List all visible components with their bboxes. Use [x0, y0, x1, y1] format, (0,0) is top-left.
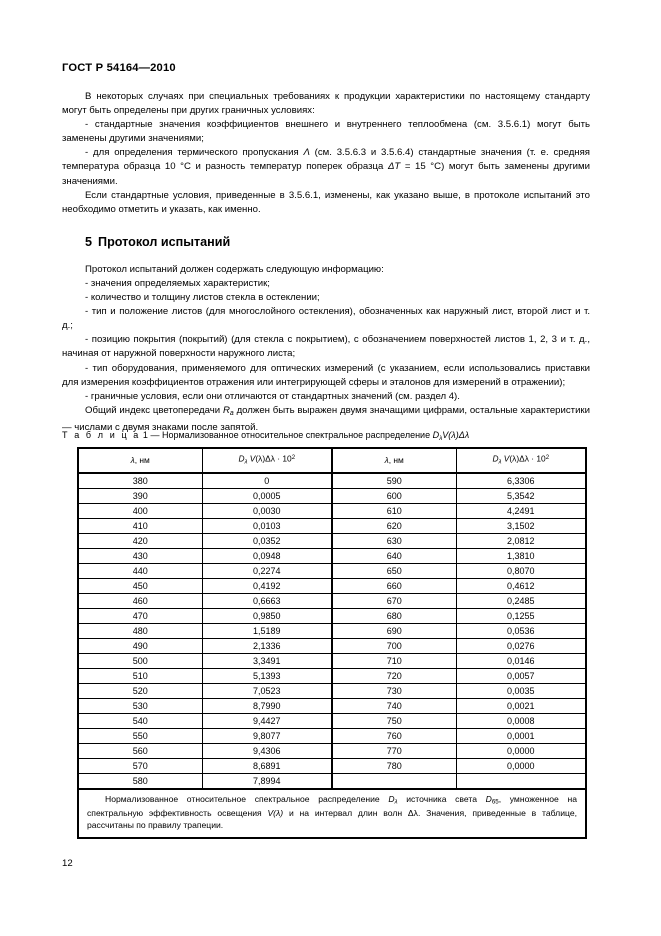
bullet-pane-count: - количество и толщину листов стекла в остеклении; [85, 292, 320, 304]
delta-t-symbol: ΔT [387, 161, 401, 173]
table-cell-r2-c2: 610 [332, 504, 456, 519]
note-d65-sub: 65 [491, 798, 499, 806]
table-row [78, 473, 586, 489]
table-cell-r8-c0: 460 [78, 594, 202, 609]
bullet-thermal-transmittance [62, 146, 590, 188]
table-row [78, 519, 586, 534]
table-caption-formula-d: D [432, 430, 440, 440]
table-cell-r19-c3: 0,0000 [456, 759, 586, 774]
table-cell-r11-c0: 490 [78, 639, 202, 654]
table-cell-r12-c2: 710 [332, 654, 456, 669]
table-cell-r4-c3: 2,0812 [456, 534, 586, 549]
table-cell-r16-c1: 9,4427 [202, 714, 332, 729]
table-cell-r8-c3: 0,2485 [456, 594, 586, 609]
table-row [78, 639, 586, 654]
paragraph-intro: В некоторых случаях при специальных требованиях к продукции характеристики по настоящему стандарту могут быть определены при других граничных условиях: [62, 91, 590, 117]
table-cell-r5-c1: 0,0948 [202, 549, 332, 564]
table-row [78, 489, 586, 504]
note-dl: Δλ [407, 808, 418, 819]
table-row [78, 624, 586, 639]
bullet-heat-transfer: - стандартные значения коэффициентов внешнего и внутреннего теплообмена (см. 3.5.6.1) могут быть заменены другими значениями; [62, 119, 590, 145]
table-cell-r0-c2: 590 [332, 473, 456, 489]
header-value-right: $D_\lambda$ $V(\lambda)\Delta\lambda \cdot 10^2$ [456, 448, 586, 473]
table-cell-r6-c2: 650 [332, 564, 456, 579]
table-cell-r20-c0: 580 [78, 774, 202, 790]
paragraph-report-intro: Протокол испытаний должен содержать следующую информацию: [85, 263, 384, 275]
section-heading-5 [62, 217, 590, 263]
table-cell-r4-c1: 0,0352 [202, 534, 332, 549]
ra-subscript: a [229, 409, 234, 417]
table-row [78, 699, 586, 714]
table-cell-r20-c3 [456, 774, 586, 790]
table-row [78, 774, 586, 790]
table-row [78, 579, 586, 594]
table-row [78, 654, 586, 669]
table-note-cell [78, 789, 586, 838]
table-cell-r3-c2: 620 [332, 519, 456, 534]
table-cell-r1-c2: 600 [332, 489, 456, 504]
table-cell-r13-c3: 0,0057 [456, 669, 586, 684]
table-cell-r15-c1: 8,7990 [202, 699, 332, 714]
table-row [78, 594, 586, 609]
table-cell-r10-c1: 1,5189 [202, 624, 332, 639]
table-cell-r20-c1: 7,8994 [202, 774, 332, 790]
table-foot [78, 789, 586, 838]
table-cell-r2-c0: 400 [78, 504, 202, 519]
table-cell-r19-c0: 570 [78, 759, 202, 774]
table-cell-r8-c2: 670 [332, 594, 456, 609]
table-row [78, 759, 586, 774]
table-row [78, 729, 586, 744]
table-caption-label: Т а б л и ц а [62, 430, 141, 440]
table-cell-r5-c2: 640 [332, 549, 456, 564]
table-cell-r8-c1: 0,6663 [202, 594, 332, 609]
note-d-sub: λ [394, 798, 398, 806]
table-cell-r10-c2: 690 [332, 624, 456, 639]
table-cell-r1-c1: 0,0005 [202, 489, 332, 504]
table-cell-r19-c1: 8,6891 [202, 759, 332, 774]
table-cell-r13-c2: 720 [332, 669, 456, 684]
table-cell-r11-c2: 700 [332, 639, 456, 654]
note-b: источника света [397, 794, 486, 804]
table-cell-r6-c0: 440 [78, 564, 202, 579]
bullet-thermal-a: - для определения термического пропускания [85, 147, 304, 159]
table-cell-r18-c2: 770 [332, 744, 456, 759]
table-row [78, 549, 586, 564]
table-row [78, 564, 586, 579]
table-body [78, 473, 586, 789]
table-cell-r4-c0: 420 [78, 534, 202, 549]
table-row [78, 609, 586, 624]
document-body [62, 90, 590, 435]
table-cell-r10-c0: 480 [78, 624, 202, 639]
paragraph-standard-conditions: Если стандартные условия, приведенные в 3.5.6.1, изменены, как указано выше, в протоколе испытаний это необходимо отметить и указать, как именно. [62, 189, 590, 215]
table-cell-r14-c3: 0,0035 [456, 684, 586, 699]
table-note-row [78, 789, 586, 838]
note-d-text: и на интервал длин волн [283, 808, 408, 819]
table-cell-r16-c2: 750 [332, 714, 456, 729]
table-cell-r5-c3: 1,3810 [456, 549, 586, 564]
table-cell-r18-c1: 9,4306 [202, 744, 332, 759]
section-number: 5 [85, 234, 93, 249]
table-cell-r18-c3: 0,0000 [456, 744, 586, 759]
table-head [78, 448, 586, 473]
note-d65: D [485, 794, 492, 804]
table-cell-r2-c1: 0,0030 [202, 504, 332, 519]
colour-index-b: должен быть выражен двумя значащими цифрами, остальные характеристики — числами с двумя знаками после запятой. [62, 404, 590, 433]
bullet-equipment-type: - тип оборудования, применяемого для оптических измерений (с указанием, если использовались приставки для измерения коэффициентов отражения или интегрирующей сферы и эталонов для измерений в отражении); [62, 362, 590, 388]
header-wavelength-right: λ, нм [332, 448, 456, 473]
table-cell-r17-c2: 760 [332, 729, 456, 744]
table-cell-r16-c0: 540 [78, 714, 202, 729]
table-cell-r13-c1: 5,1393 [202, 669, 332, 684]
table-cell-r14-c1: 7,0523 [202, 684, 332, 699]
table-cell-r2-c3: 4,2491 [456, 504, 586, 519]
bullet-characteristics: - значения определяемых характеристик; [85, 277, 270, 289]
table-row [78, 744, 586, 759]
table-cell-r6-c1: 0,2274 [202, 564, 332, 579]
table-cell-r5-c0: 430 [78, 549, 202, 564]
table-cell-r11-c3: 0,0276 [456, 639, 586, 654]
table-cell-r7-c0: 450 [78, 579, 202, 594]
table-caption-number: 1 [142, 430, 148, 440]
bullet-pane-type: - тип и положение листов (для многослойного остекления), обозначенных как наружный лист, второй лист и т. д.; [62, 306, 590, 332]
table-cell-r3-c1: 0,0103 [202, 519, 332, 534]
note-c: , умноженное на спектральную эффективность освещения [87, 794, 577, 819]
table-cell-r0-c3: 6,3306 [456, 473, 586, 489]
table-cell-r7-c3: 0,4612 [456, 579, 586, 594]
table-cell-r0-c0: 380 [78, 473, 202, 489]
table-header-row [78, 448, 586, 473]
table-cell-r3-c3: 3,1502 [456, 519, 586, 534]
table-cell-r7-c2: 660 [332, 579, 456, 594]
page-number: 12 [62, 858, 73, 869]
table-cell-r20-c2 [332, 774, 456, 790]
header-value-left: $D_\lambda$ $V(\lambda)\Delta\lambda \cdot 10^2$ [202, 448, 332, 473]
table-cell-r11-c1: 2,1336 [202, 639, 332, 654]
colour-index-a: Общий индекс цветопередачи [85, 404, 223, 416]
table-row [78, 534, 586, 549]
bullet-thermal-b: (см. 3.5.6.3 и 3.5.6.4) стандартные значения (т. е. средняя температура образца 10 °С и разность температур поперек образца [62, 147, 590, 173]
table-cell-r12-c0: 500 [78, 654, 202, 669]
table-row [78, 504, 586, 519]
bullet-thermal-c: = 15 °С) могут быть заменены другими значениями. [62, 161, 590, 187]
table-row [78, 669, 586, 684]
table-caption [62, 429, 469, 445]
table-cell-r1-c0: 390 [78, 489, 202, 504]
bullet-boundary-conditions: - граничные условия, если они отличаются от стандартных значений (см. раздел 4). [85, 390, 460, 402]
header-wavelength-left: λ, нм [78, 448, 202, 473]
table-cell-r9-c1: 0,9850 [202, 609, 332, 624]
table-cell-r3-c0: 410 [78, 519, 202, 534]
table-cell-r17-c1: 9,8077 [202, 729, 332, 744]
table-caption-formula-d-sub: λ [439, 434, 443, 442]
table-caption-dash: — [150, 430, 160, 440]
table-cell-r14-c2: 730 [332, 684, 456, 699]
table-caption-formula-rest: V(λ)Δλ [442, 430, 470, 440]
table-cell-r12-c1: 3,3491 [202, 654, 332, 669]
table-cell-r18-c0: 560 [78, 744, 202, 759]
table-cell-r15-c0: 530 [78, 699, 202, 714]
section-title: Протокол испытаний [98, 234, 231, 249]
table-cell-r16-c3: 0,0008 [456, 714, 586, 729]
table-cell-r4-c2: 630 [332, 534, 456, 549]
table-cell-r14-c0: 520 [78, 684, 202, 699]
table-cell-r17-c0: 550 [78, 729, 202, 744]
table-cell-r9-c3: 0,1255 [456, 609, 586, 624]
table-cell-r9-c2: 680 [332, 609, 456, 624]
table-cell-r10-c3: 0,0536 [456, 624, 586, 639]
table-row [78, 684, 586, 699]
lambda-symbol: Λ [303, 147, 310, 159]
table-cell-r15-c2: 740 [332, 699, 456, 714]
table-cell-r15-c3: 0,0021 [456, 699, 586, 714]
table-cell-r7-c1: 0,4192 [202, 579, 332, 594]
table-cell-r0-c1: 0 [202, 473, 332, 489]
table-note-text [87, 794, 577, 832]
bullet-coating-position: - позицию покрытия (покрытий) (для стекла с покрытием), с обозначением поверхностей листов 1, 2, 3 и т. д., начиная от наружной поверхности наружного листа; [62, 334, 590, 360]
spectral-distribution-table [77, 447, 587, 839]
table-cell-r9-c0: 470 [78, 609, 202, 624]
table-cell-r1-c3: 5,3542 [456, 489, 586, 504]
table-cell-r6-c3: 0,8070 [456, 564, 586, 579]
table-cell-r13-c0: 510 [78, 669, 202, 684]
ra-symbol: R [222, 404, 230, 416]
table-cell-r12-c3: 0,0146 [456, 654, 586, 669]
note-d: D [388, 794, 395, 804]
note-v: V(λ) [267, 808, 284, 819]
table-caption-text: Нормализованное относительное спектральное распределение [161, 430, 431, 440]
table-row [78, 714, 586, 729]
table-cell-r19-c2: 780 [332, 759, 456, 774]
note-a: Нормализованное относительное спектральное распределение [105, 794, 389, 804]
table-cell-r17-c3: 0,0001 [456, 729, 586, 744]
note-e: . Значения, приведенные в таблице, рассчитаны по правилу трапеции. [87, 808, 577, 830]
standard-header: ГОСТ Р 54164—2010 [62, 62, 176, 74]
